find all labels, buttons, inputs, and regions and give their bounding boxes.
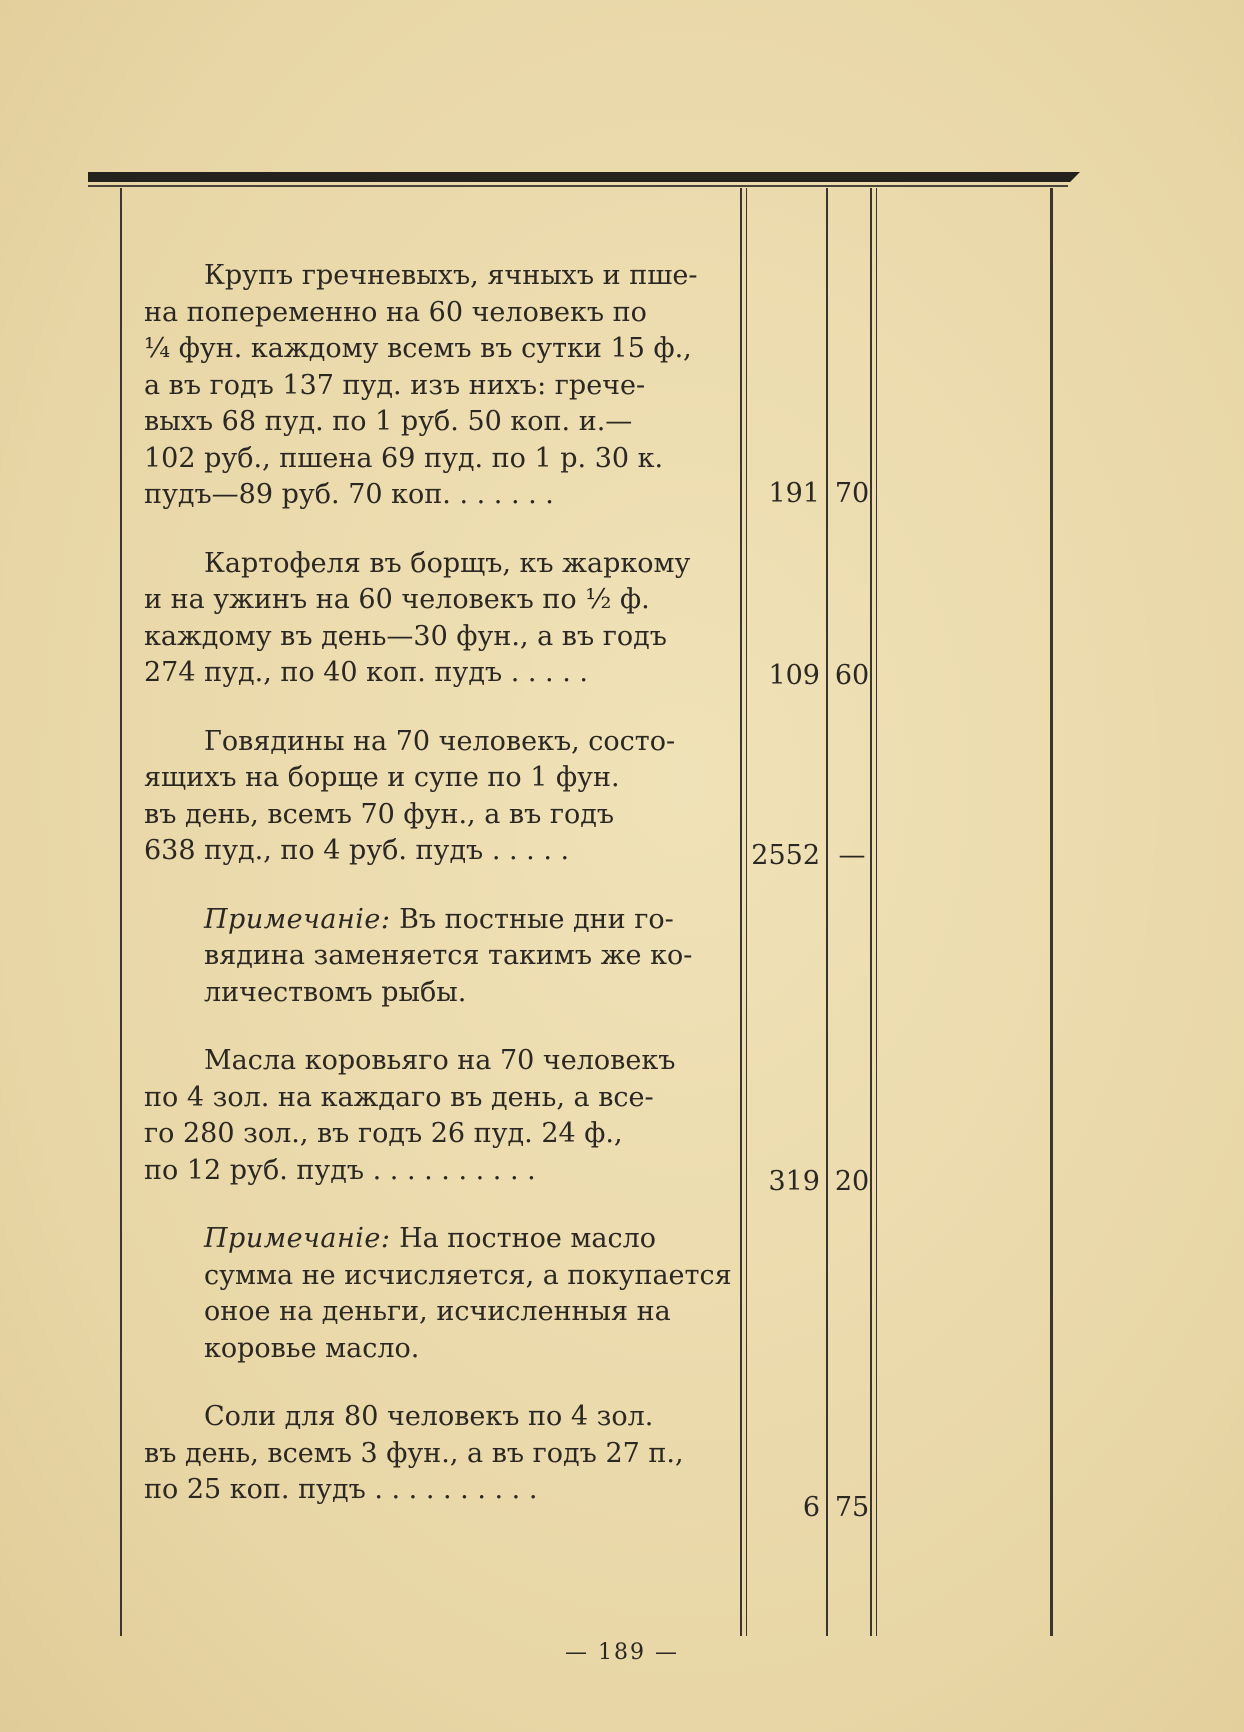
note-label: Примечаніе:	[204, 1223, 391, 1254]
amount-kopecks: —	[838, 840, 866, 871]
text-line: каждому въ день—30 фун., а въ годъ	[144, 620, 667, 652]
text-line: ящихъ на борще и супе по 1 фун.	[144, 762, 620, 793]
entry-salt	[144, 1399, 724, 1509]
amount-kopecks: 75	[834, 1492, 870, 1523]
entry-groats	[144, 258, 724, 514]
note-text: Въ постные дни го-	[399, 903, 674, 935]
text-line: сумма не исчисляется, а покупается	[204, 1259, 732, 1291]
text-line: личествомъ рыбы.	[204, 976, 467, 1008]
text-line: коровье масло.	[204, 1332, 420, 1364]
top-rule	[88, 172, 1080, 182]
text-column-rule	[740, 188, 742, 1636]
text-line: оное на деньги, исчисленныя на	[204, 1296, 671, 1327]
amount-rubles: 2552	[751, 840, 820, 871]
text-line: по 25 коп. пудъ . . . . . . . . . .	[144, 1474, 538, 1505]
note-label: Примечаніе:	[204, 903, 391, 935]
text-line	[204, 1221, 724, 1258]
text-line: пудъ—89 руб. 70 коп. . . . . . .	[144, 479, 554, 510]
amount-kopecks: 20	[834, 1166, 870, 1197]
text-column-rule-2	[746, 188, 747, 1636]
top-rule-thin	[88, 185, 1068, 187]
right-rule	[1050, 188, 1053, 1636]
text-line: го 280 зол., въ годъ 26 пуд. 24 ф.,	[144, 1118, 623, 1149]
text-line: выхъ 68 пуд. по 1 руб. 50 коп. и.—	[144, 406, 633, 437]
text-line: 274 пуд., по 40 коп. пудъ . . . . .	[144, 657, 588, 688]
kopecks-column-rule	[870, 188, 872, 1636]
text-line: на попеременно на 60 человекъ по	[144, 296, 647, 328]
text-line	[204, 902, 724, 939]
amount-rubles: 109	[768, 660, 820, 691]
text-line: Картофеля въ борщъ, къ жаркому	[204, 547, 691, 579]
amount-rubles: 6	[802, 1492, 820, 1523]
amount-kopecks: 60	[834, 660, 870, 691]
text-line: вядина заменяется такимъ же ко-	[204, 940, 693, 971]
amount-kopecks: 70	[834, 478, 870, 509]
text-column	[144, 258, 732, 1541]
text-line: въ день, всемъ 3 фун., а въ годъ 27 п.,	[144, 1437, 684, 1469]
text-line: 638 пуд., по 4 руб. пудъ . . . . .	[144, 835, 570, 866]
text-line: въ день, всемъ 70 фун., а въ годъ	[144, 798, 615, 830]
note-butter	[144, 1221, 732, 1367]
note-beef	[144, 902, 724, 1012]
rubles-column-rule	[826, 188, 828, 1636]
text-line: 102 руб., пшена 69 пуд. по 1 р. 30 к.	[144, 442, 664, 474]
text-line: по 12 руб. пудъ . . . . . . . . . .	[144, 1154, 536, 1186]
entry-beef	[144, 724, 724, 870]
page-number: — 189 —	[565, 1640, 679, 1665]
entry-butter	[144, 1043, 724, 1189]
entry-potatoes	[144, 546, 724, 692]
amount-rubles: 191	[768, 478, 820, 509]
text-line: ¼ фун. каждому всемъ въ сутки 15 ф.,	[144, 333, 692, 364]
kopecks-column-rule-2	[876, 188, 877, 1636]
text-line: Говядины на 70 человекъ, состо-	[204, 725, 676, 757]
text-line: а въ годъ 137 пуд. изъ нихъ: грече-	[144, 369, 646, 401]
left-rule	[120, 188, 122, 1636]
text-line: и на ужинъ на 60 человекъ по ½ ф.	[144, 584, 650, 615]
text-line: Крупъ гречневыхъ, ячныхъ и пше-	[204, 260, 698, 291]
text-line: Масла коровьяго на 70 человекъ	[204, 1045, 676, 1076]
text-line: Соли для 80 человекъ по 4 зол.	[204, 1401, 654, 1432]
note-text: На постное масло	[399, 1223, 657, 1254]
text-line: по 4 зол. на каждаго въ день, а все-	[144, 1081, 654, 1113]
amount-rubles: 319	[768, 1166, 820, 1197]
